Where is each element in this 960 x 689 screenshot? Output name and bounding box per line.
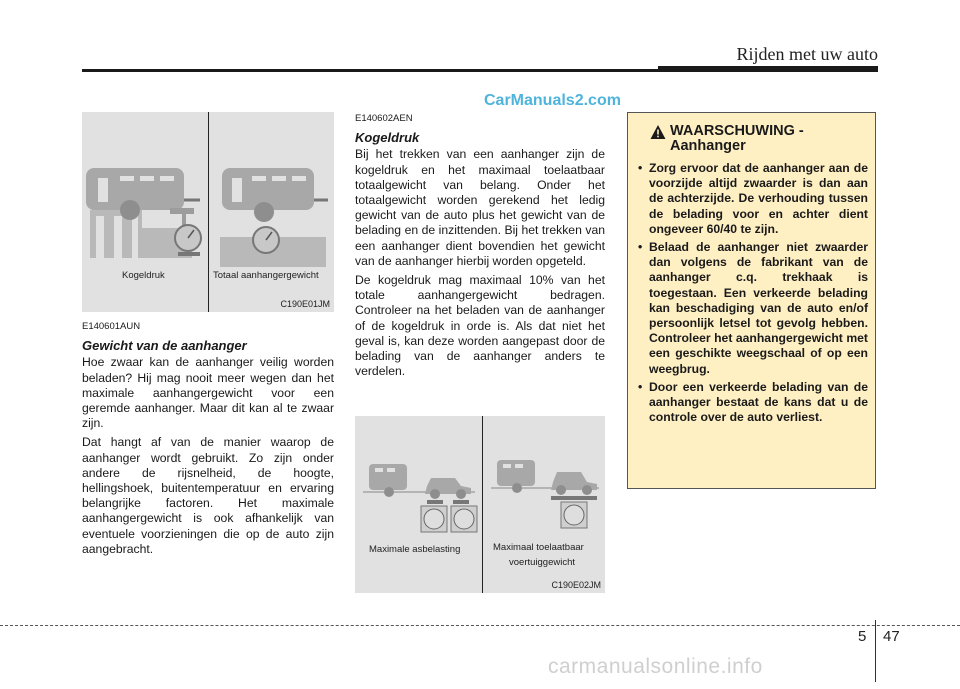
header-rule-thick (658, 66, 878, 72)
page-separator (875, 620, 876, 682)
list-item: • Door een verkeerde belading van de aanhanger bestaat de kans dat u de controle over de auto verliest. (638, 380, 868, 426)
section-kogeldruk (355, 111, 605, 383)
figure-asbelasting (355, 416, 605, 593)
list-item: • Belaad de aanhanger niet zwaarder dan volgens de fabrikant van de aanhanger c.q. trekhaak is toegestaan. Een verkeerde belading kan beschadiging van de auto en/of persoonlijk letsel tot gevolg hebben. Controleer het aanhangergewicht met een geschikte weegschaal of op een weegbrug. (638, 240, 868, 377)
figure-divider (482, 416, 483, 593)
figure-code: C190E01JM (280, 299, 330, 309)
paragraph: De kogeldruk mag maximaal 10% van het totale aanhangergewicht bedragen. Controleer na het beladen van de aanhanger of de kogeldruk in orde is. Als dat niet het geval is, kan deze worden aangepast door de belading van de aanhanger anders te verdelen. (355, 273, 605, 379)
caption-kogeldruk: Kogeldruk (122, 270, 165, 281)
warning-list (638, 161, 868, 428)
figure-code: C190E02JM (551, 580, 601, 590)
watermark-top[interactable]: CarManuals2.com (484, 92, 621, 109)
warning-box (627, 112, 876, 489)
page-number: 47 (883, 628, 900, 645)
list-item: • Zorg ervoor dat de aanhanger aan de voorzijde altijd zwaarder is dan aan de achterzijde. De verhouding tussen de belading voor en achter dient ongeveer 60/40 te zijn. (638, 161, 868, 237)
paragraph: Hoe zwaar kan de aanhanger veilig worden beladen? Hij mag nooit meer wegen dan het maximale aanhangergewicht voor een geremde aanhanger. Maar dit kan al te zwaar zijn. (82, 355, 334, 431)
caption-maximale-asbelasting: Maximale asbelasting (369, 544, 461, 555)
figure-divider (208, 112, 209, 312)
warning-subtitle: Aanhanger (670, 138, 746, 154)
paragraph: Bij het trekken van een aanhanger zijn de kogeldruk en het maximaal toelaatbaar totaalgewicht van belang. Onder het totaalgewicht worden gerekend het ledig gewicht van de auto plus het gewicht van de belading en de inzittenden. Bij het trekken van een aanhanger dient bovendien het gewicht van de aanhanger hierbij worden opgeteld. (355, 147, 605, 268)
caption-maximaal-toelaatbaar: Maximaal toelaatbaar (493, 542, 584, 553)
section-gewicht-aanhanger (82, 319, 334, 561)
watermark-bottom[interactable]: carmanualsonline.info (548, 655, 763, 678)
paragraph: Dat hangt af van de manier waarop de aanhanger wordt gebruikt. Zo zijn onder andere de rijsnelheid, de hoogte, hellingshoek, buitentemperatuur en ervaring belangrijke factoren. Het maximale aanhangergewicht is ook afhankelijk van eventuele voorzieningen die op de auto zijn aangebracht. (82, 435, 334, 556)
section-heading: Gewicht van de aanhanger (82, 338, 247, 354)
caption-voertuiggewicht: voertuiggewicht (509, 557, 576, 568)
section-code: E140601AUN (82, 321, 141, 332)
section-number: 5 (858, 628, 867, 645)
caption-totaal-aanhangergewicht: Totaal aanhangergewicht (213, 270, 319, 281)
section-heading: Kogeldruk (355, 130, 420, 146)
footer-rule (0, 625, 960, 626)
warning-title: WAARSCHUWING - (670, 123, 804, 139)
section-code: E140602AEN (355, 113, 413, 124)
warning-header (650, 124, 870, 154)
warning-triangle-icon (650, 124, 666, 140)
header-title: Rijden met uw auto (736, 44, 878, 64)
figure-kogeldruk (82, 112, 334, 312)
